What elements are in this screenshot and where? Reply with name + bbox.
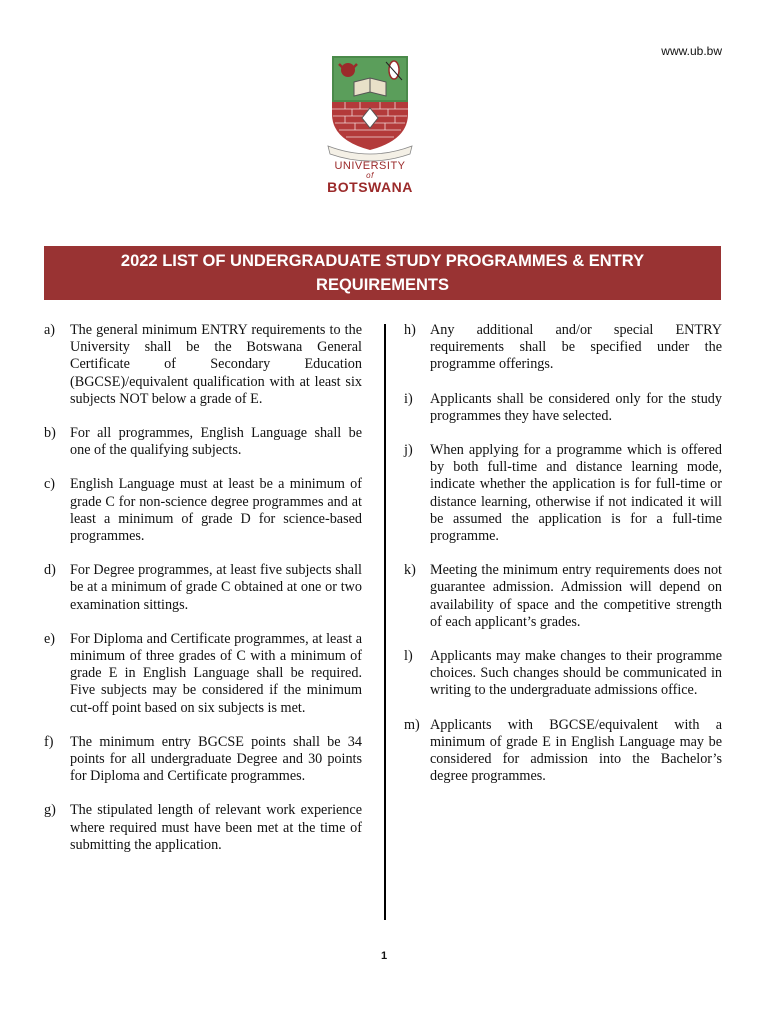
item-marker: m) xyxy=(404,716,420,733)
item-marker: g) xyxy=(44,802,56,819)
item-marker: l) xyxy=(404,648,413,665)
item-text: The general minimum ENTRY requirements to the University shall be the Botswana General Certificate of Secondary Education (BGCSE)/equivalent qualification with at least six subjects NOT below a grade of E. xyxy=(70,322,362,407)
column-divider xyxy=(384,324,386,920)
item-text: When applying for a programme which is offered by both full-time and distance learning mode, indicate whether the application is for full-time or distance learning, otherwise if not indicated it will be assumed the application is for a full-time programme. xyxy=(430,442,722,545)
university-name xyxy=(300,160,440,195)
item-marker: f) xyxy=(44,733,54,750)
title-line1: 2022 LIST OF UNDERGRADUATE STUDY PROGRAMMES & ENTRY xyxy=(120,252,645,270)
university-name-line2: of xyxy=(366,171,374,180)
requirement-item xyxy=(404,442,722,545)
item-marker: k) xyxy=(404,562,416,579)
requirement-item xyxy=(404,322,722,374)
university-crest-logo xyxy=(320,52,420,162)
requirement-item xyxy=(44,425,362,459)
title-banner xyxy=(44,246,721,300)
item-text: English Language must at least be a minimum of grade C for non-science degree programmes and at least a minimum of grade D for science-based programmes. xyxy=(70,476,362,545)
item-text: For all programmes, English Language shall be one of the qualifying subjects. xyxy=(70,425,362,459)
item-marker: i) xyxy=(404,390,413,407)
requirement-item xyxy=(44,631,362,717)
requirement-item xyxy=(44,734,362,786)
page-number: 1 xyxy=(380,950,388,962)
left-column xyxy=(44,322,362,854)
requirement-item xyxy=(44,476,362,545)
item-marker: a) xyxy=(44,322,56,338)
university-name-line1: UNIVERSITY xyxy=(334,160,406,172)
item-marker: b) xyxy=(44,425,56,442)
item-text: The stipulated length of relevant work experience where required must have been met at the time of submitting the application. xyxy=(70,802,362,853)
requirement-item xyxy=(44,562,362,614)
item-marker: c) xyxy=(44,476,56,493)
item-text: Meeting the minimum entry requirements does not guarantee admission. Admission will depend on availability of space and the competitive strength of each applicant’s grades. xyxy=(430,562,722,630)
item-text: For Degree programmes, at least five subjects shall be at a minimum of grade C obtained at one or two examination sittings. xyxy=(70,562,362,613)
item-marker: h) xyxy=(404,322,416,338)
requirement-item xyxy=(404,717,722,786)
item-marker: d) xyxy=(44,562,56,579)
item-text: Applicants shall be considered only for the study programmes they have selected. xyxy=(430,390,722,424)
university-name-line3: BOTSWANA xyxy=(327,179,413,195)
requirement-item xyxy=(44,322,362,408)
item-text: Applicants with BGCSE/equivalent with a minimum of grade E in English Language may be considered for admission into the Bachelor’s degree programmes. xyxy=(430,716,722,785)
requirement-item xyxy=(404,391,722,425)
item-marker: e) xyxy=(44,630,56,647)
requirement-item xyxy=(44,802,362,854)
title-line2: REQUIREMENTS xyxy=(316,276,449,294)
website-url: www.ub.bw xyxy=(661,44,722,58)
item-text: Applicants may make changes to their programme choices. Such changes should be communicated in writing to the undergraduate admissions office. xyxy=(430,648,722,699)
item-text: The minimum entry BGCSE points shall be 34 points for all undergraduate Degree and 30 points for Diploma and Certificate programmes. xyxy=(70,733,362,785)
item-marker: j) xyxy=(404,442,413,459)
right-column xyxy=(404,322,722,785)
item-text: For Diploma and Certificate programmes, at least a minimum of three grades of C with a minimum of grade E in English Language shall be required. Five subjects may be considered if the minimum cut-off point based on six subjects is met. xyxy=(70,630,362,716)
crest-icon xyxy=(320,52,420,162)
requirement-item xyxy=(404,648,722,700)
item-text: Any additional and/or special ENTRY requirements shall be specified under the programme offerings. xyxy=(430,322,722,373)
requirement-item xyxy=(404,562,722,631)
